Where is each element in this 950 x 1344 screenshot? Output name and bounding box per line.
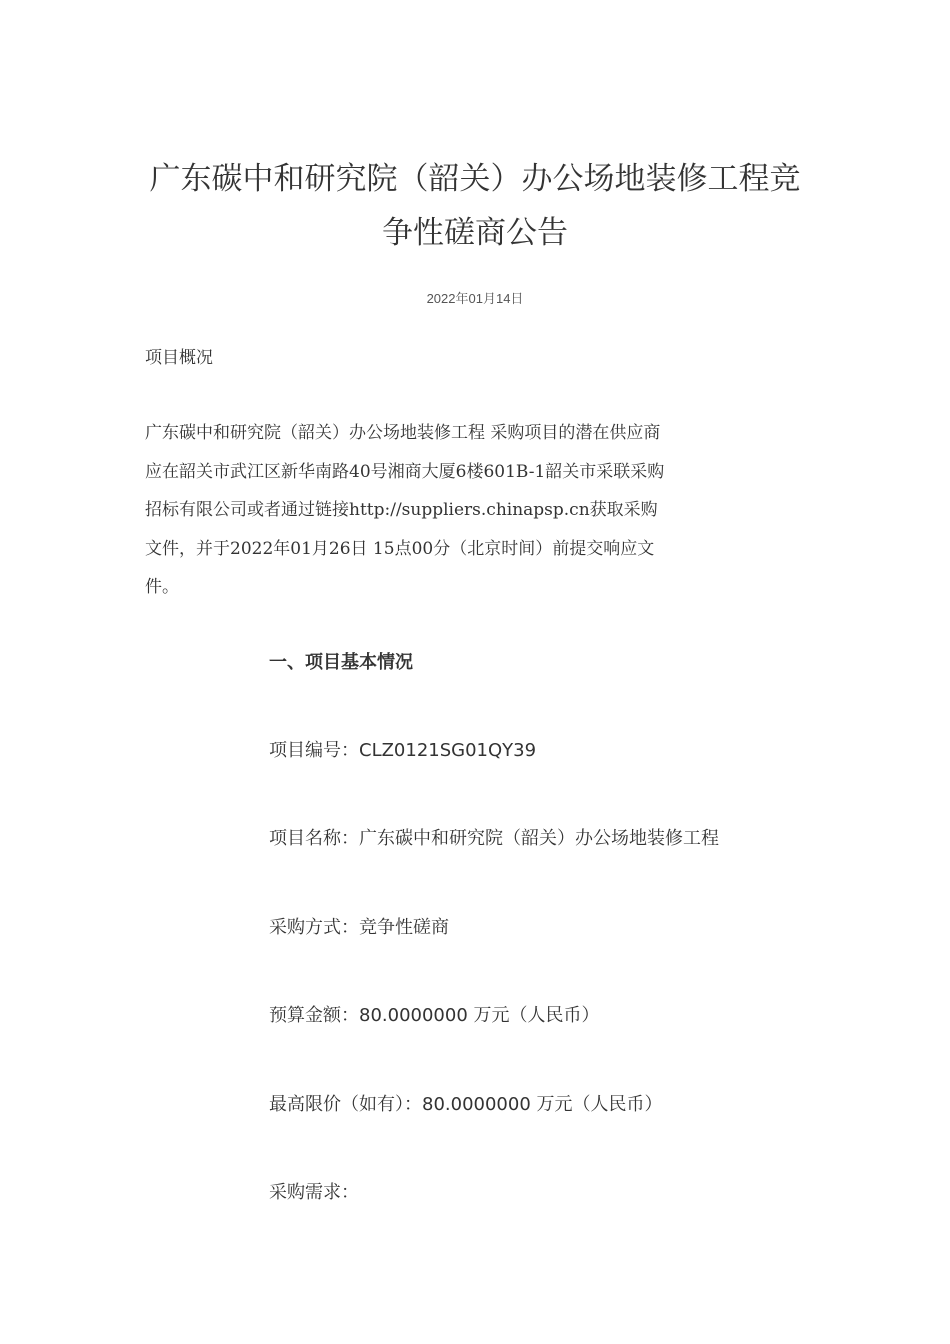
document-title — [100, 152, 850, 260]
title-line-2: 争性磋商公告 — [382, 215, 568, 251]
max-price: 最高限价（如有）：80.0000000 万元（人民币） — [269, 1094, 663, 1115]
project-number: 项目编号：CLZ0121SG01QY39 — [269, 740, 537, 761]
title-line-1: 广东碳中和研究院（韶关）办公场地装修工程竞 — [149, 161, 801, 197]
section-heading-basic-info: 一、项目基本情况 — [269, 652, 413, 673]
intro-line: 广东碳中和研究院（韶关）办公场地装修工程 采购项目的潜在供应商 — [145, 423, 661, 443]
intro-line: 文件，并于2022年01月26日 15点00分（北京时间）前提交响应文 — [145, 538, 655, 559]
budget-amount: 预算金额：80.0000000 万元（人民币） — [269, 1005, 600, 1026]
intro-paragraph — [145, 414, 745, 607]
publish-date: 2022年01月14日 — [426, 291, 524, 306]
project-name: 项目名称：广东碳中和研究院（韶关）办公场地装修工程 — [269, 828, 719, 849]
intro-line: 招标有限公司或者通过链接http://suppliers.chinapsp.cn获取采购 — [145, 500, 658, 520]
intro-line: 应在韶关市武江区新华南路40号湘商大厦6楼601B-1韶关市采联采购 — [145, 461, 665, 482]
procurement-requirements: 采购需求： — [269, 1182, 359, 1203]
overview-heading: 项目概况 — [145, 348, 213, 368]
intro-line: 件。 — [145, 577, 179, 597]
procurement-method: 采购方式：竞争性磋商 — [269, 917, 449, 938]
